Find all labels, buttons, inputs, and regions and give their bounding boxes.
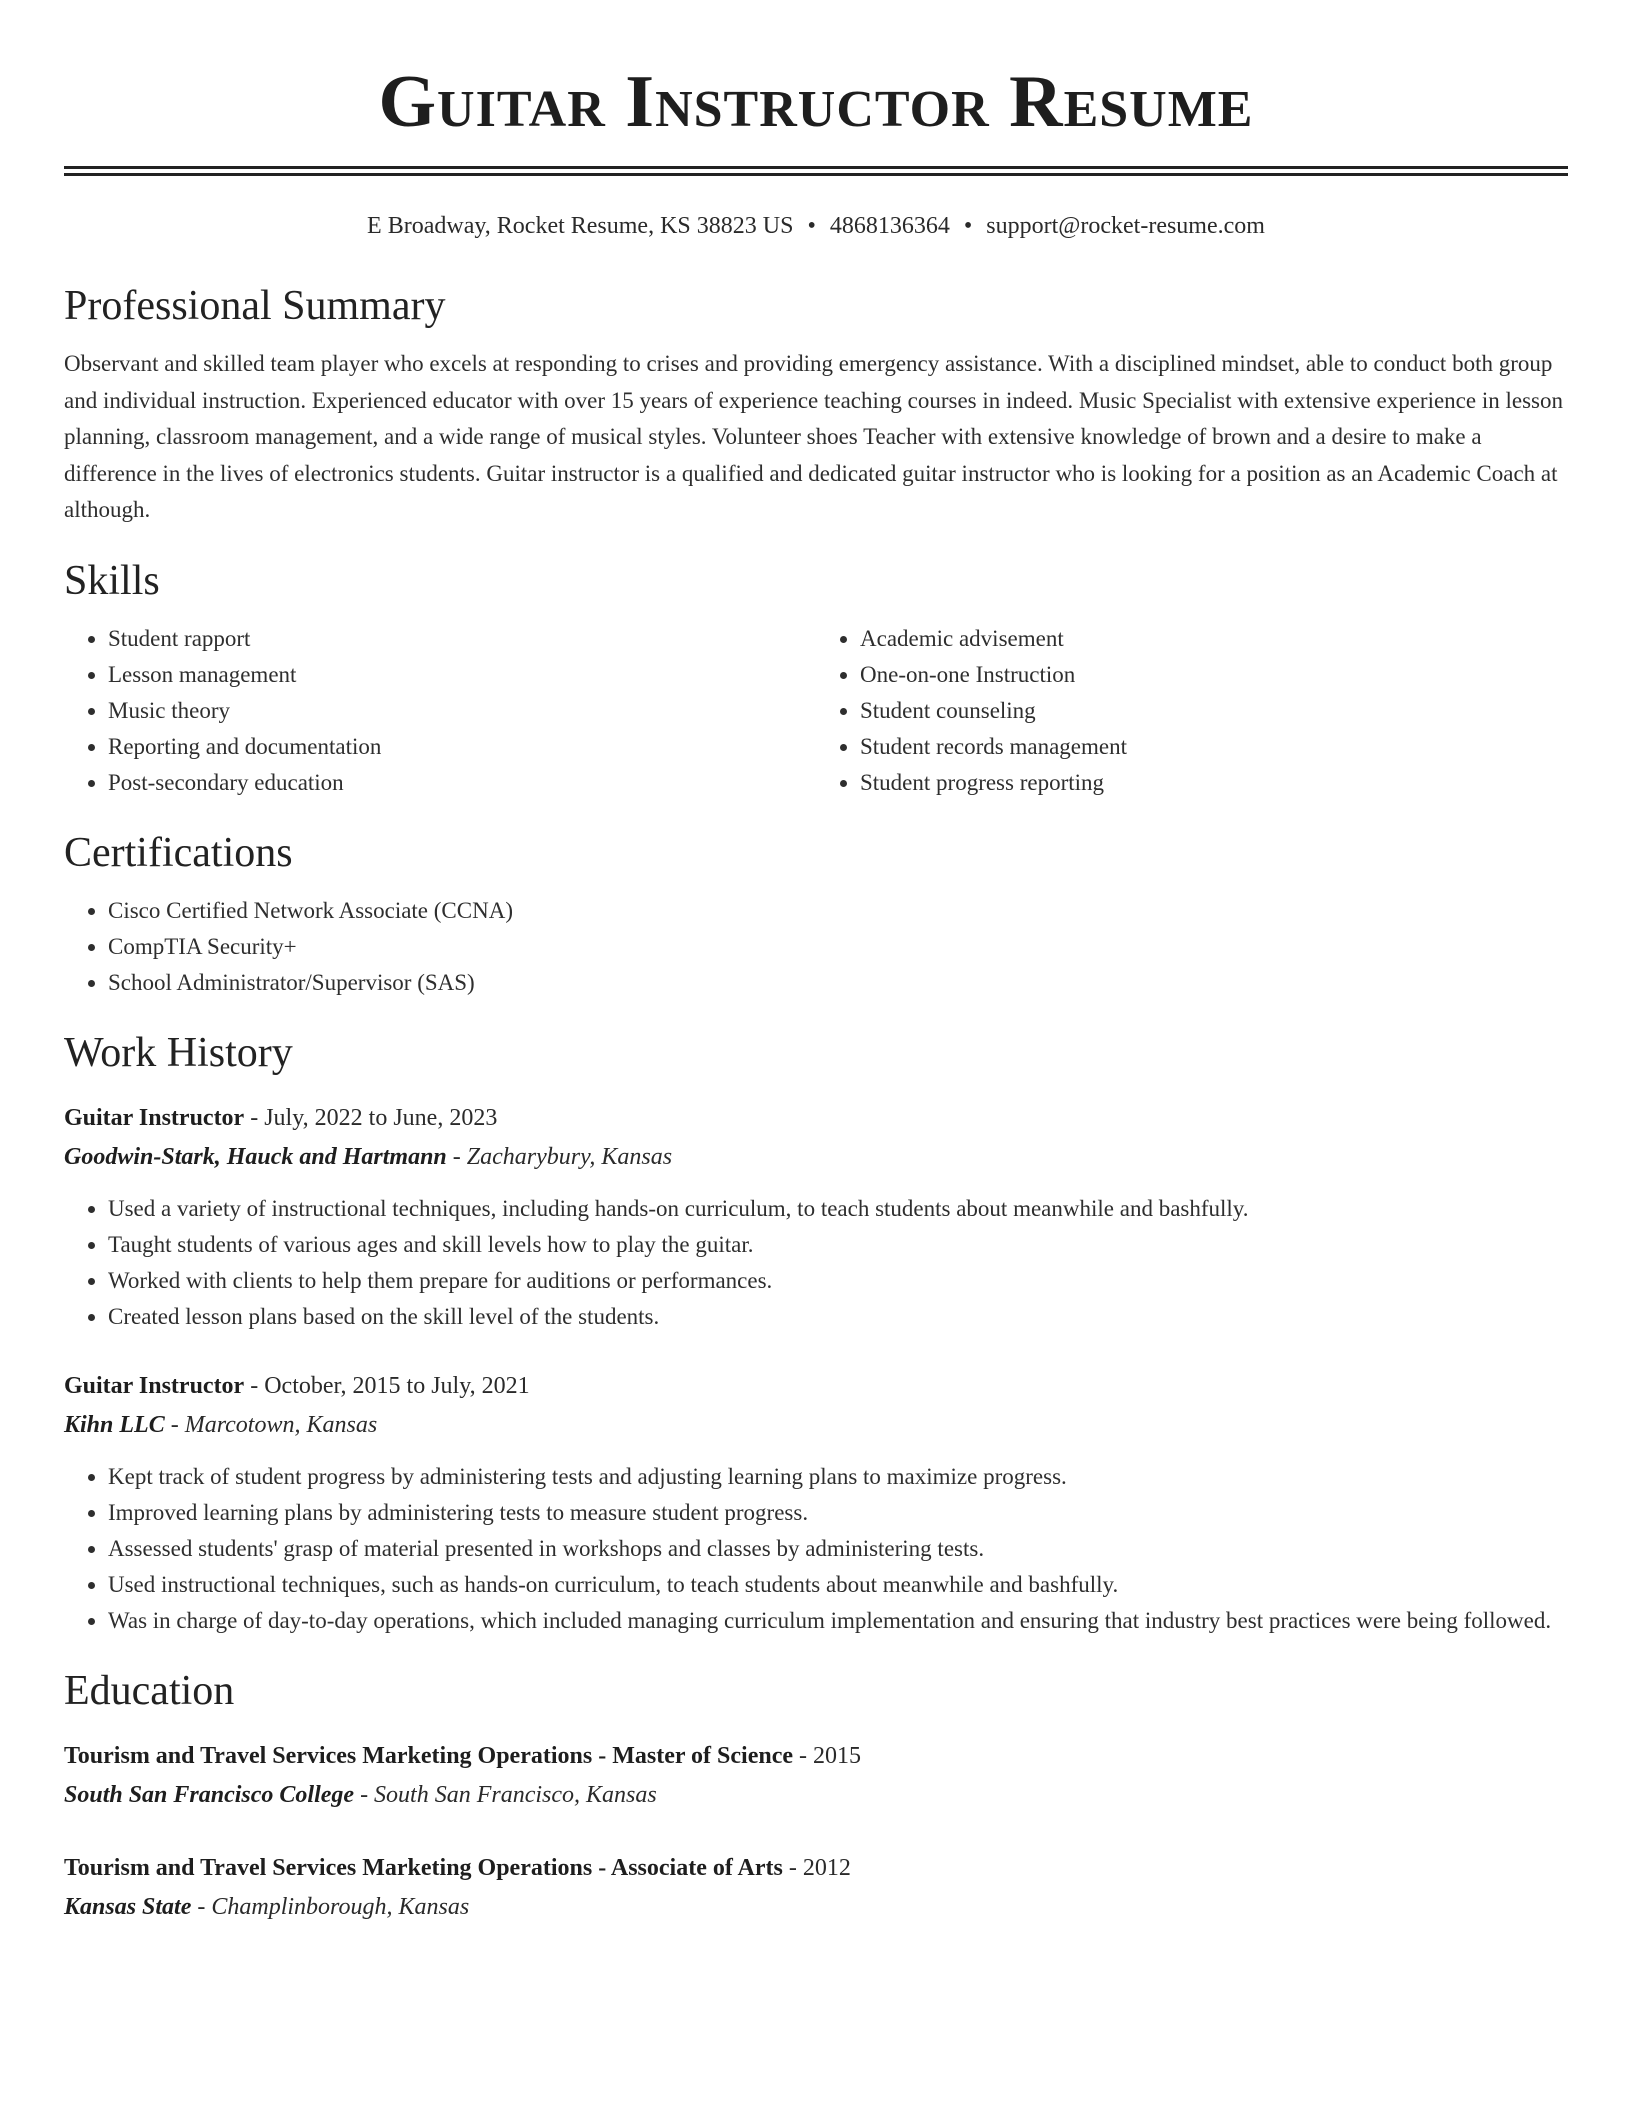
school-name: South San Francisco College — [64, 1781, 355, 1808]
skill-item: • Student rapport — [108, 621, 816, 657]
degree-year: - 2015 — [793, 1742, 862, 1769]
contact-line — [64, 210, 1568, 242]
skill-item: • Student counseling — [860, 693, 1568, 729]
job-bullet: • Taught students of various ages and skill levels how to play the guitar. — [108, 1227, 1568, 1263]
job-bullet: • Used a variety of instructional techniques, including hands-on curriculum, to teach students about meanwhile and bashfully. — [108, 1191, 1568, 1227]
skill-item: • Post-secondary education — [108, 765, 816, 801]
job-entry — [64, 1099, 1568, 1335]
company-name: Goodwin-Stark, Hauck and Hartmann — [64, 1143, 447, 1170]
summary-heading: Professional Summary — [64, 283, 446, 329]
certification-item: • Cisco Certified Network Associate (CCNA) — [108, 893, 1568, 929]
skills-right-list — [816, 621, 1568, 801]
school-name: Kansas State — [64, 1893, 192, 1920]
degree-name: Tourism and Travel Services Marketing Operations - Master of Science — [64, 1742, 794, 1769]
job-title: Guitar Instructor — [64, 1372, 245, 1399]
job-bullet: • Kept track of student progress by administering tests and adjusting learning plans to maximize progress. — [108, 1459, 1568, 1495]
certification-item: • School Administrator/Supervisor (SAS) — [108, 965, 1568, 1001]
skill-item: • One-on-one Instruction — [860, 657, 1568, 693]
contact-separator: • — [963, 213, 973, 239]
job-dates: - July, 2022 to June, 2023 — [244, 1104, 498, 1131]
education-heading: Education — [64, 1667, 235, 1714]
resume-title: Guitar Instructor Resume — [378, 61, 1254, 143]
job-bullet: • Was in charge of day-to-day operations, which included managing curriculum implementation and ensuring that industry best practices were being followed. — [108, 1603, 1568, 1639]
skills-heading: Skills — [64, 557, 160, 604]
contact-separator: • — [807, 213, 816, 239]
school-line — [64, 1776, 1568, 1815]
company-line — [64, 1406, 1568, 1445]
degree-line — [64, 1737, 1568, 1776]
education-entry — [64, 1849, 1568, 1927]
school-location: - Champlinborough, Kansas — [191, 1893, 470, 1920]
title-double-rule — [64, 166, 1568, 176]
job-entry — [64, 1367, 1568, 1639]
skill-item: • Reporting and documentation — [108, 729, 816, 765]
company-line — [64, 1138, 1568, 1177]
company-location: - Marcotown, Kansas — [164, 1411, 378, 1438]
job-bullet: • Used instructional techniques, such as hands-on curriculum, to teach students about meanwhile and bashfully. — [108, 1567, 1568, 1603]
job-bullet: • Assessed students' grasp of material presented in workshops and classes by administering tests. — [108, 1531, 1568, 1567]
certifications-list — [64, 893, 1568, 1001]
job-dates: - October, 2015 to July, 2021 — [244, 1372, 530, 1399]
skill-item: • Academic advisement — [860, 621, 1568, 657]
contact-address: E Broadway, Rocket Resume, KS 38823 US — [367, 213, 794, 239]
contact-email: support@rocket-resume.com — [986, 213, 1265, 239]
degree-name: Tourism and Travel Services Marketing Operations - Associate of Arts — [64, 1854, 783, 1881]
skill-item: • Student records management — [860, 729, 1568, 765]
school-line — [64, 1888, 1568, 1927]
job-bullet: • Worked with clients to help them prepare for auditions or performances. — [108, 1263, 1568, 1299]
summary-text: Observant and skilled team player who excels at responding to crises and providing emergency assistance. With a disciplined mindset, able to conduct both group and individual instruction. Experienced educator with over 15 years of experience teaching courses in indeed. Music Specialist with extensive experience in lesson planning, classroom management, and a wide range of musical styles. Volunteer shoes Teacher with extensive knowledge of brown and a desire to make a difference in the lives of electronics students. Guitar instructor is a qualified and dedicated guitar instructor who is looking for a position as an Academic Coach at although. — [64, 351, 1563, 522]
school-location: - South San Francisco, Kansas — [354, 1781, 657, 1808]
company-name: Kihn LLC — [64, 1411, 165, 1438]
degree-line — [64, 1849, 1568, 1888]
job-bullets — [64, 1459, 1568, 1639]
education-entry — [64, 1737, 1568, 1815]
contact-phone: 4868136364 — [829, 213, 950, 239]
certifications-heading: Certifications — [64, 829, 293, 876]
job-title-line — [64, 1099, 1568, 1138]
work-history-heading: Work History — [64, 1029, 293, 1076]
skill-item: • Music theory — [108, 693, 816, 729]
skill-item: • Student progress reporting — [860, 765, 1568, 801]
skills-columns — [64, 621, 1568, 801]
job-bullet: • Improved learning plans by administering tests to measure student progress. — [108, 1495, 1568, 1531]
job-title: Guitar Instructor — [64, 1104, 245, 1131]
skill-item: • Lesson management — [108, 657, 816, 693]
certification-item: • CompTIA Security+ — [108, 929, 1568, 965]
job-bullet: • Created lesson plans based on the skill level of the students. — [108, 1299, 1568, 1335]
company-location: - Zacharybury, Kansas — [446, 1143, 673, 1170]
resume-page — [64, 0, 1568, 1927]
skills-left-list — [64, 621, 816, 801]
degree-year: - 2012 — [782, 1854, 851, 1881]
job-title-line — [64, 1367, 1568, 1406]
job-bullets — [64, 1191, 1568, 1335]
